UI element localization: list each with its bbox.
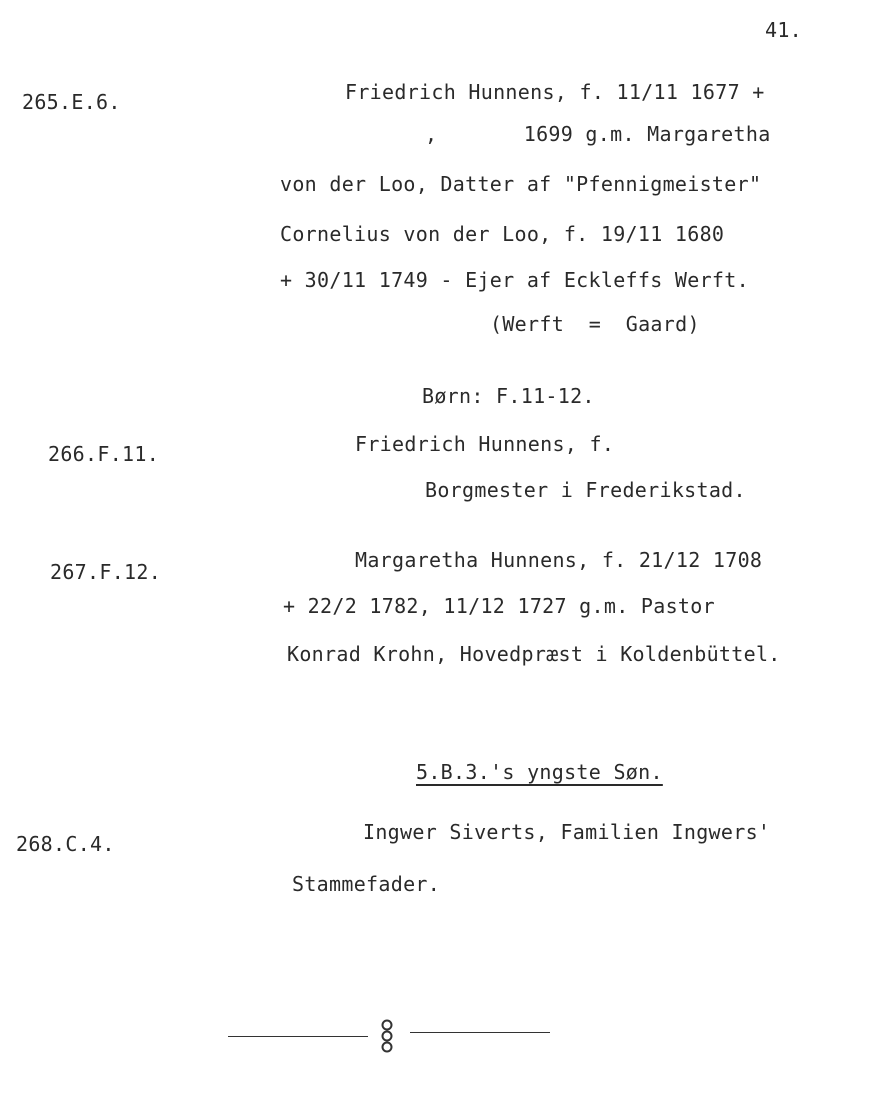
end-rule-right xyxy=(410,1032,550,1033)
entry-line: Konrad Krohn, Hovedpræst i Koldenbüttel. xyxy=(287,642,781,666)
entry-line: , 1699 g.m. Margaretha xyxy=(425,122,771,146)
end-rule-left xyxy=(228,1036,368,1037)
children-heading: Børn: F.11-12. xyxy=(422,384,595,408)
section-heading: 5.B.3.'s yngste Søn. xyxy=(416,760,663,784)
entry-line: Margaretha Hunnens, f. 21/12 1708 xyxy=(355,548,763,572)
entry-line: Friedrich Hunnens, f. 11/11 1677 + xyxy=(345,80,765,104)
entry-line: Friedrich Hunnens, f. xyxy=(355,432,615,456)
entry-line: Borgmester i Frederikstad. xyxy=(425,478,746,502)
entry-id: 266.F.11. xyxy=(48,442,160,466)
page-number: 41. xyxy=(765,18,803,42)
entry-line: (Werft = Gaard) xyxy=(490,312,700,336)
entry-line: Stammefader. xyxy=(292,872,441,896)
entry-line: von der Loo, Datter af "Pfennigmeister" xyxy=(280,172,762,196)
entry-line: + 22/2 1782, 11/12 1727 g.m. Pastor xyxy=(283,594,715,618)
entry-id: 267.F.12. xyxy=(50,560,162,584)
entry-line: Cornelius von der Loo, f. 19/11 1680 xyxy=(280,222,725,246)
entry-line: Ingwer Siverts, Familien Ingwers' xyxy=(363,820,771,844)
entry-id: 268.C.4. xyxy=(16,832,115,856)
entry-id: 265.E.6. xyxy=(22,90,121,114)
entry-line: + 30/11 1749 - Ejer af Eckleffs Werft. xyxy=(280,268,749,292)
ornament-icon xyxy=(380,1014,394,1058)
